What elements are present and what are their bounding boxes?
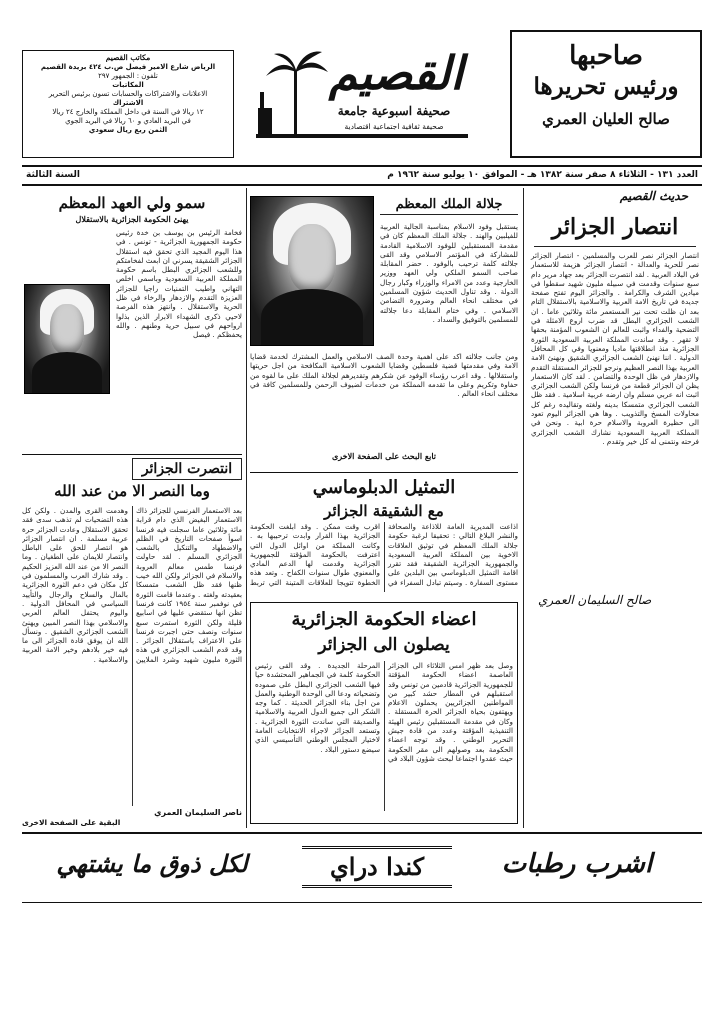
offices-line: في البريد العادي و ٦٠ ريالا في البريد الجوي xyxy=(65,117,191,125)
section-rule xyxy=(22,454,242,455)
offices-line: الاعلانات والاشتراكات والحسابات تسون برئيس التحرير xyxy=(48,90,208,98)
ad-rule xyxy=(22,832,702,834)
masthead-subtitle: صحيفة اسبوعية جامعة xyxy=(337,104,451,118)
editor-label: ورئيس تحريرها xyxy=(533,73,679,100)
crown-prince-title: سمو ولي العهد المعظم xyxy=(58,194,206,212)
ministers-article xyxy=(250,602,518,824)
dateline-issue: العدد ١٣١ - الثلاثاء ٨ صفر سنة ١٣٨٢ هـ - الموافق ١٠ يوليو سنة ١٩٦٢ م xyxy=(387,170,698,180)
king-body-continued: ومن جانب جلالته اكد على اهمية وحدة الصف الاسلامي والعمل المشترك لخدمة قضايا الامة وفي مقدمتها قضية فلسطين وقضايا الشعوب الاسلامية المكافحة من اجل حريتها واستقلالها . وقد اعرب رؤساء الوفود عن شكرهم وتقديرهم لجلالة الملك على ما لقوه من حفاوة وتكريم وعلى ما تقدمه المملكة من خدمات لضيوف الرحمن وللمسلمين كافة في مختلف انحاء العالم . xyxy=(250,352,518,399)
offices-title: مكاتب القصيم xyxy=(105,53,151,62)
masthead-tagline: صحيفة ثقافية اجتماعية اقتصادية xyxy=(344,122,444,131)
signature: صالح السليمان العمري xyxy=(538,593,652,607)
crown-prince-article xyxy=(22,188,242,458)
owner-label: صاحبها xyxy=(569,41,643,71)
victory-title: انتصرت الجزائر xyxy=(132,458,242,480)
ministers-title: اعضاء الحكومة الجزائرية xyxy=(291,609,477,630)
masthead-title: القصيم xyxy=(328,46,464,100)
hadith-body: انتصار الجزائر نصر للعرب والمسلمين - انتصار الجزائر نصر للحرية والعدالة - انتصار الجزائر هزيمة للاستعمار في البلاد العربية . لقد انتصرت الجزائر بعد جهاد مرير دام سبع سنوات وقدمت في سبيله مليون شهيد سقطوا في ميادين الشرف والكرامة . والجزائر اليوم تفتح صفحة جديدة في تاريخ الامة العربية والاسلامية بالاستقلال التام بعد ان ظلت تحت نير المستعمر مائة وثلاثين عاما . ان الشعب الجزائري البطل قد ضرب اروع الامثلة في التضحية والفداء واثبت للعالم ان الشعوب المؤمنة بحقها لا تقهر . وقد ساندت المملكة العربية السعودية الثورة الجزائرية منذ انطلاقتها ماديا ومعنويا وفي كل المحافل الدولية . اننا نهنئ الشعب الجزائري الشقيق ونهنئ الامة العربية بهذا النصر العظيم ونرجو للجزائر المستقلة التقدم والازدهار في ظل الوحدة والتضامن . لقد كان الاستعمار يظن ان الجزائر قطعة من فرنسا ولكن الشعب الجزائري اثبت انه عربي مسلم وان ارضه عربية اسلامية . فقد ظل الشعب الجزائري متمسكا بدينه ولغته وتقاليده رغم كل محاولات المسخ والتذويب . وها هي الجزائر اليوم تعود الى حظيرة العروبة والاسلام حرة ابية . ونحن في المملكة العربية السعودية نشارك الشعب الجزائري فرحته ونتمنى له كل خير وتقدم . xyxy=(531,251,699,446)
ad-right-text: اشرب رطبات xyxy=(501,849,653,879)
owner-box xyxy=(510,30,702,158)
dateline-rule-bottom xyxy=(22,184,702,186)
hadith-title: انتصار الجزائر xyxy=(551,214,679,240)
section-rule xyxy=(250,472,518,473)
dateline-year: السنة الثالثة xyxy=(26,170,80,180)
ad-left-text: لكل ذوق ما يشتهي xyxy=(56,849,248,878)
newspaper-page xyxy=(22,22,702,1007)
hadith-column xyxy=(528,188,702,828)
victory-kicker: وما النصر الا من عند الله xyxy=(54,482,210,500)
crown-prince-photo xyxy=(24,284,110,394)
offices-box xyxy=(22,50,234,158)
king-article xyxy=(250,188,518,498)
column-rule xyxy=(523,188,524,828)
offices-line: الاشتراك xyxy=(112,99,144,107)
offices-line: الثمن ربع ريال سعودي xyxy=(88,126,168,134)
ministers-body: وصل بعد ظهر امس الثلاثاء الى الجزائر العاصمة اعضاء الحكومة المؤقتة للجمهورية الجزائرية قادمين من تونس وقد استقبلهم في المطار حشد كبير من المواطنين الجزائريين يحملون الاعلام ويهتفون بحياة الجزائر الحرة المستقلة . وكان في مقدمة المستقبلين رئيس الهيئة التنفيذية المؤقتة وعدد من قادة جيش التحرير الوطني . وقد توجه اعضاء الحكومة بعد وصولهم الى مقر الحكومة حيث عقدوا اجتماعا لبحث شؤون البلاد في المرحلة الجديدة . وقد القى رئيس الحكومة كلمة في الجماهير المحتشدة حيا فيها الشعب الجزائري البطل على صموده وتضحياته ودعا الى الوحدة الوطنية والعمل من اجل بناء الجزائر الحديثة . كما وجه الشكر الى جميع الدول العربية والاسلامية والصديقة التي ساندت الثورة الجزائرية . وتستعد الجزائر لاجراء الانتخابات العامة لاختيار المجلس الوطني التأسيسي الذي سيضع دستور البلاد . xyxy=(255,661,513,763)
offices-line: تلفون : الجمهور ٢٩٧ xyxy=(98,72,158,80)
victory-article xyxy=(22,458,242,828)
crown-prince-subtitle: يهنئ الحكومة الجزائرية بالاستقلال xyxy=(75,214,189,224)
ad-rule-bottom xyxy=(22,902,702,903)
king-footer: تابع البحث على الصفحة الاخرى xyxy=(332,451,436,461)
diplomatic-body: اذاعت المديرية العامة للاذاعة والصحافة والنشر البلاغ التالي : تحقيقا لرغبة حكومة جلالة الملك المعظم في توثيق العلاقات الاخوية بين المملكة العربية السعودية والجمهورية الجزائرية الشقيقة فقد تقرر اقامة التمثيل الدبلوماسي بين البلدين على مستوى السفارة . وسيتم تبادل السفراء في اقرب وقت ممكن . وقد ابلغت الحكومة الجزائرية بهذا القرار وابدت ترحيبها به . وكانت المملكة من اوائل الدول التي اعترفت بالحكومة المؤقتة للجمهورية الجزائرية وقدمت لها الدعم المادي والمعنوي طوال سنوات الكفاح . وتعد هذه الخطوة تتويجا للعلاقات المتينة التي تربط xyxy=(250,522,518,587)
diplomatic-article xyxy=(250,476,518,596)
ad-banner xyxy=(22,836,702,900)
masthead-logo xyxy=(256,30,468,150)
offices-line: الرياض شارع الامير فيصل ص.ب ٤٢٤ بريدة القصيم xyxy=(40,63,216,71)
offices-line: المكاتبات xyxy=(112,81,144,89)
ad-brand: كندا دراي xyxy=(302,846,452,888)
king-photo xyxy=(250,196,374,346)
diplomatic-title: التمثيل الدبلوماسي xyxy=(312,477,456,498)
ministers-subtitle: يصلون الى الجزائر xyxy=(318,635,450,655)
king-body: يستقبل وفود الاسلام بمناسبة الجالية العربية للفيلبين والهند . جلالة الملك المعظم كان في مقدمة المستقبلين للوفود الاسلامية القادمة للمشاركة في المؤتمر الاسلامي وقد القى جلالته كلمة ترحيب بالوفود . حضر المقابلة صاحب السمو الملكي ولي العهد ووزير الخارجية وعدد من الامراء والوزراء وكبار رجال الدولة . وقد تناول الحديث شؤون المسلمين في مختلف انحاء العالم وضرورة التضامن الاسلامي . وفي ختام المقابلة دعا جلالته للمسلمين بالتوفيق والسداد . xyxy=(380,222,518,324)
owner-name: صالح العليان العمري xyxy=(542,110,670,128)
king-title: جلالة الملك المعظم xyxy=(380,196,518,215)
victory-author: ناصر السليمان العمري xyxy=(154,808,242,817)
hadith-kicker: حديث القصيم xyxy=(619,189,688,203)
column-rule xyxy=(246,188,247,828)
victory-body: بعد الاستعمار الفرنسي للجزائر ذاك الاستعمار البغيض الذي دام قرابة مائة وثلاثين عاما سجلت فيه فرنسا اسوأ صفحات التاريخ في الظلم والاضطهاد والتنكيل بالشعب الجزائري المسلم . لقد حاولت فرنسا طمس معالم العروبة والاسلام في الجزائر ولكن الله خيب ظنها فقد ظل الشعب متمسكا بعقيدته ولغته . وعندما قامت الثورة في نوفمبر سنة ١٩٥٤ كانت فرنسا تظن انها ستقضي عليها في اسابيع قليلة ولكن الثورة استمرت سبع سنوات ونصف حتى اجبرت فرنسا على الاعتراف باستقلال الجزائر . وقد قدم الشعب الجزائري في هذه الثورة مليون شهيد وشرد الملايين وهدمت القرى والمدن . ولكن كل هذه التضحيات لم تذهب سدى فقد تحقق الاستقلال وعادت الجزائر حرة عربية مسلمة . ان انتصار الجزائر هو انتصار للحق على الباطل وانتصار للايمان على الطغيان . وما النصر الا من عند الله العزيز الحكيم . وقد شارك العرب والمسلمون في كل مكان في دعم الثورة الجزائرية بالمال والسلاح والرجال والتأييد السياسي في المحافل الدولية . واليوم يحتفل العالم العربي والاسلامي بهذا النصر المبين ويهنئ الشعب الجزائري الشقيق . ونسأل الله ان يوفق قادة الجزائر الى ما فيه خير بلادهم وخير الامة العربية والاسلامية . xyxy=(22,506,242,664)
victory-footer: البقية على الصفحة الاخرى xyxy=(22,818,121,827)
dateline-rule-top xyxy=(22,165,702,167)
crown-prince-body: فخامة الرئيس بن يوسف بن خدة رئيس حكومة الجمهورية الجزائرية - تونس . في هذا اليوم المجيد الذي تحقق فيه استقلال الجزائر الشقيقة يسرني ان ابعث لفخامتكم وللشعب الجزائري البطل باسم حكومة المملكة العربية السعودية وباسمي اخلص التهاني واطيب التمنيات راجيا للجزائر العزيزة التقدم والازدهار والرخاء في ظل الحرية والاستقلال . وانتهز هذه الفرصة لاحيي ذكرى الشهداء الابرار الذين بذلوا ارواحهم في سبيل حرية وطنهم . والله يحفظكم . فيصل xyxy=(116,228,242,340)
offices-line: ١٢ ريالا في السنة في داخل المملكة والخارج ٢٤ ريالا xyxy=(52,108,204,116)
diplomatic-subtitle: مع الشقيقة الجزائر xyxy=(324,502,444,520)
